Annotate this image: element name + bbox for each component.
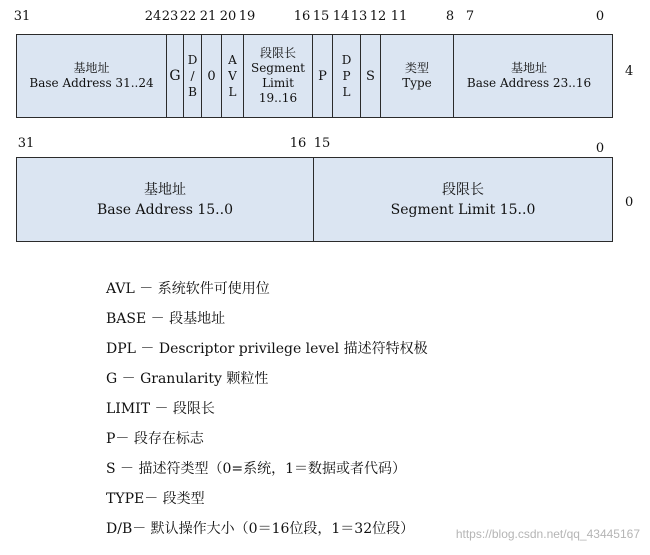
field-char: P — [342, 69, 351, 83]
descriptor-low-row — [16, 157, 613, 242]
segment-limit-19-16-field — [244, 35, 313, 117]
field-en-label: S — [366, 68, 375, 84]
legend-item: G － Granularity 颗粒性 — [106, 371, 269, 387]
bit-label: 24 — [144, 9, 162, 24]
field-zh-label: 段限长 — [442, 181, 484, 198]
bit-label: 15 — [312, 9, 330, 24]
legend-item: P－ 段存在标志 — [106, 431, 204, 447]
p-field — [313, 35, 333, 117]
field-zh-label: 段限长 — [259, 46, 296, 60]
descriptor-high-row — [16, 34, 613, 118]
bit-label: 8 — [445, 9, 455, 24]
field-zh-label: 基地址 — [144, 181, 186, 198]
field-en-label: 0 — [207, 68, 216, 84]
field-en-label: Base Address 31..24 — [29, 76, 154, 90]
dpl-field — [333, 35, 361, 117]
bit-label: 16 — [293, 9, 311, 24]
field-char: L — [228, 85, 237, 99]
bit-label: 31 — [13, 9, 31, 24]
legend-item: TYPE－ 段类型 — [106, 491, 205, 507]
legend-item: LIMIT － 段限长 — [106, 401, 215, 417]
field-char: V — [228, 69, 237, 83]
field-en-label: G — [169, 67, 181, 84]
row2-byte-offset: 0 — [625, 195, 634, 210]
bit-label: 31 — [17, 136, 35, 151]
g-field — [167, 35, 184, 117]
legend-item: D/B－ 默认操作大小（0＝16位段，1＝32位段） — [106, 521, 415, 537]
field-en-label: Base Address 15..0 — [96, 201, 233, 218]
bit-label: 0 — [595, 9, 605, 24]
bit-label: 20 — [219, 9, 237, 24]
zero-field — [202, 35, 222, 117]
segment-limit-15-0-field — [314, 158, 612, 241]
bit-label: 13 — [350, 9, 368, 24]
legend-item: S － 描述符类型（0=系统，1＝数据或者代码） — [106, 461, 407, 477]
bit-label: 19 — [238, 9, 256, 24]
bit-label: 15 — [313, 136, 331, 151]
field-char: B — [188, 85, 197, 99]
field-char: D — [187, 53, 198, 67]
field-legend — [106, 276, 428, 546]
row1-byte-offset: 4 — [625, 64, 634, 79]
legend-item: DPL － Descriptor privilege level 描述符特权极 — [106, 341, 428, 357]
field-char: / — [190, 69, 195, 83]
field-zh-label: 基地址 — [73, 61, 110, 75]
bit-label: 11 — [390, 9, 408, 24]
field-char: A — [228, 53, 237, 67]
field-zh-label: 基地址 — [510, 61, 547, 75]
bit-label: 21 — [199, 9, 217, 24]
legend-item: AVL － 系统软件可使用位 — [106, 281, 270, 297]
s-field — [361, 35, 381, 117]
legend-item: BASE － 段基地址 — [106, 311, 226, 327]
field-line: 19..16 — [258, 91, 298, 105]
field-en-label: P — [318, 68, 327, 84]
bit-label: 16 — [289, 136, 307, 151]
bit-label: 14 — [332, 9, 350, 24]
field-line: Limit — [262, 76, 294, 90]
bit-label: 0 — [595, 141, 605, 156]
base-address-23-16-field — [454, 35, 604, 117]
field-zh-label: 类型 — [404, 61, 429, 75]
bit-label: 7 — [465, 9, 475, 24]
field-char: D — [341, 53, 352, 67]
bit-label: 23 — [161, 9, 179, 24]
db-field — [184, 35, 202, 117]
avl-field — [222, 35, 244, 117]
field-en-label: Base Address 23..16 — [466, 76, 592, 90]
type-field — [381, 35, 454, 117]
watermark: https://blog.csdn.net/qq_43445167 — [455, 527, 640, 541]
field-en-label: Segment Limit 15..0 — [390, 201, 536, 218]
base-address-15-0-field — [17, 158, 314, 241]
base-address-31-24-field — [17, 35, 167, 117]
field-char: L — [342, 85, 351, 99]
field-en-label: Type — [402, 76, 432, 90]
bit-label: 12 — [369, 9, 387, 24]
field-line: Segment — [250, 61, 306, 75]
bit-label: 22 — [179, 9, 197, 24]
